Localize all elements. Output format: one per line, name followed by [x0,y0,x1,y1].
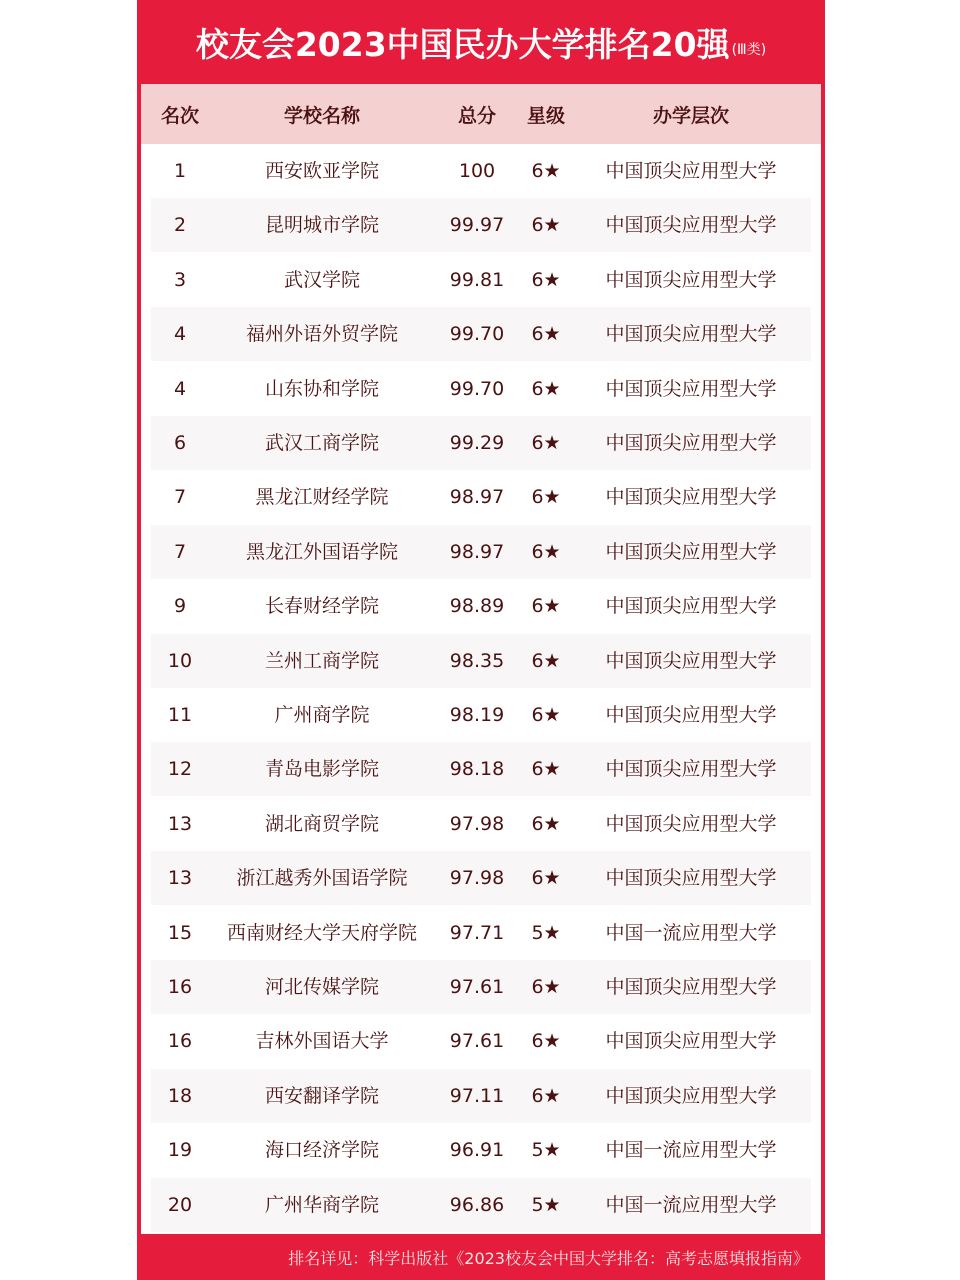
cell-stars: 6★ [531,323,561,346]
cell-rank: 19 [167,1139,193,1162]
cell-school: 武汉学院 [283,268,360,291]
cell-rank: 11 [167,704,193,726]
cell-stars: 5★ [531,921,561,944]
cell-level: 中国顶尖应用型大学 [605,812,777,835]
cell-rank: 9 [173,595,187,618]
cell-level: 中国顶尖应用型大学 [605,540,777,563]
cell-school: 黑龙江外国语学院 [245,540,398,563]
cell-rank: 10 [167,649,193,672]
table-row [141,960,821,1014]
cell-level: 中国顶尖应用型大学 [605,377,777,400]
ranking-table [141,84,821,1234]
cell-rank: 7 [173,486,187,509]
cell-stars: 6★ [531,268,561,291]
cell-level: 中国一流应用型大学 [605,1193,777,1216]
cell-rank: 18 [167,1084,193,1107]
cell-rank: 1 [173,160,187,182]
cell-school: 福州外语外贸学院 [245,323,398,346]
table-row [141,851,821,905]
cell-rank: 15 [167,921,193,944]
table-row [141,634,821,688]
cell-score: 99.29 [449,432,505,454]
cell-school: 广州商学院 [274,704,370,726]
header-stars: 星级 [526,104,565,127]
title-main: 校友会2023中国民办大学排名20强 [195,24,730,64]
cell-stars: 6★ [531,1030,561,1053]
table-row [141,253,821,307]
cell-rank: 16 [167,976,193,998]
header-rank: 名次 [160,104,199,127]
cell-score: 98.97 [449,540,505,563]
cell-score: 98.19 [449,704,505,726]
cell-level: 中国顶尖应用型大学 [605,867,777,890]
cell-rank: 12 [167,758,193,781]
cell-level: 中国顶尖应用型大学 [605,649,777,672]
table-row [141,307,821,361]
cell-level: 中国顶尖应用型大学 [605,1030,777,1053]
cell-level: 中国一流应用型大学 [605,1139,777,1162]
cell-score: 98.89 [449,595,505,618]
cell-school: 兰州工商学院 [264,649,379,672]
cell-rank: 6 [173,432,187,454]
cell-school: 浙江越秀外国语学院 [236,867,408,890]
cell-school: 西安翻译学院 [264,1084,379,1107]
cell-rank: 2 [173,214,187,237]
table-row [141,1123,821,1177]
table-row [141,1014,821,1068]
header-level: 办学层次 [652,104,729,127]
table-row [141,1069,821,1123]
table-row [141,906,821,960]
cell-school: 河北传媒学院 [264,976,379,998]
table-row [141,362,821,416]
cell-score: 99.81 [449,268,505,291]
cell-school: 海口经济学院 [264,1139,379,1162]
title-sub: (Ⅲ类) [731,42,767,58]
cell-stars: 6★ [531,486,561,509]
cell-stars: 6★ [531,704,561,726]
cell-rank: 20 [167,1193,193,1216]
cell-rank: 16 [167,1030,193,1053]
cell-rank: 13 [167,812,193,835]
cell-rank: 13 [167,867,193,890]
cell-stars: 6★ [531,867,561,890]
table-header [141,84,821,144]
cell-score: 96.86 [449,1193,505,1216]
cell-score: 99.97 [449,214,505,237]
cell-school: 青岛电影学院 [264,758,379,781]
cell-rank: 7 [173,540,187,563]
cell-score: 97.71 [449,921,505,944]
cell-rank: 4 [173,323,187,346]
cell-score: 97.61 [449,976,505,998]
cell-stars: 5★ [531,1139,561,1162]
cell-school: 西南财经大学天府学院 [226,921,417,944]
cell-stars: 6★ [531,214,561,237]
table-row [141,525,821,579]
cell-score: 98.35 [449,649,505,672]
cell-stars: 5★ [531,1193,561,1216]
cell-stars: 6★ [531,976,561,998]
cell-score: 99.70 [449,377,505,400]
table-row [141,742,821,796]
cell-rank: 3 [173,268,187,291]
table-row [141,1178,821,1232]
cell-stars: 6★ [531,1084,561,1107]
header-score: 总分 [457,104,496,127]
cell-level: 中国顶尖应用型大学 [605,1084,777,1107]
cell-score: 100 [458,160,496,182]
poster-frame [137,0,825,1280]
cell-level: 中国一流应用型大学 [605,921,777,944]
cell-school: 长春财经学院 [264,595,379,618]
cell-level: 中国顶尖应用型大学 [605,268,777,291]
cell-level: 中国顶尖应用型大学 [605,486,777,509]
cell-stars: 6★ [531,432,561,454]
cell-school: 西安欧亚学院 [264,160,379,182]
cell-school: 吉林外国语大学 [255,1030,389,1053]
cell-rank: 4 [173,377,187,400]
cell-school: 昆明城市学院 [264,214,379,237]
cell-stars: 6★ [531,812,561,835]
cell-school: 广州华商学院 [264,1193,379,1216]
cell-school: 山东协和学院 [264,377,379,400]
source-note: 排名详见：科学出版社《2023校友会中国大学排名：高考志愿填报指南》 [288,1248,809,1268]
header-school: 学校名称 [283,104,360,127]
cell-school: 黑龙江财经学院 [255,486,389,509]
cell-school: 武汉工商学院 [264,432,379,454]
cell-level: 中国顶尖应用型大学 [605,214,777,237]
cell-level: 中国顶尖应用型大学 [605,595,777,618]
cell-score: 98.97 [449,486,505,509]
table-row [141,198,821,252]
table-row [141,688,821,742]
cell-level: 中国顶尖应用型大学 [605,704,777,726]
cell-score: 97.61 [449,1030,505,1053]
table-row [141,797,821,851]
cell-stars: 6★ [531,595,561,618]
cell-level: 中国顶尖应用型大学 [605,323,777,346]
cell-stars: 6★ [531,377,561,400]
table-row [141,144,821,198]
cell-stars: 6★ [531,540,561,563]
page-title [137,0,825,84]
cell-score: 96.91 [449,1139,505,1162]
cell-stars: 6★ [531,758,561,781]
table-row [141,579,821,633]
cell-school: 湖北商贸学院 [264,812,379,835]
cell-level: 中国顶尖应用型大学 [605,432,777,454]
table-row [141,416,821,470]
cell-stars: 6★ [531,160,561,182]
cell-score: 97.98 [449,812,505,835]
table-row [141,470,821,524]
cell-stars: 6★ [531,649,561,672]
cell-level: 中国顶尖应用型大学 [605,976,777,998]
cell-score: 98.18 [449,758,505,781]
cell-score: 99.70 [449,323,505,346]
cell-score: 97.98 [449,867,505,890]
cell-level: 中国顶尖应用型大学 [605,160,777,182]
cell-score: 97.11 [449,1084,505,1107]
cell-level: 中国顶尖应用型大学 [605,758,777,781]
